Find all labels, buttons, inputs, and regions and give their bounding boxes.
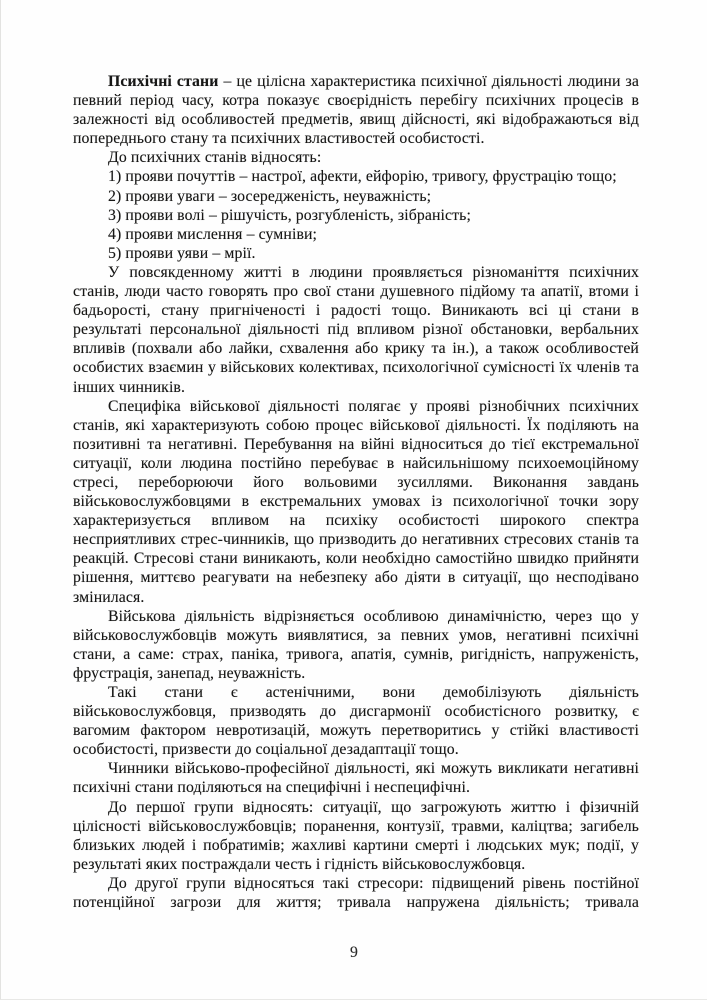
page-number: 9: [350, 944, 358, 961]
paragraph: До другої групи відносяться такі стресори: підвищений рівень постійної потенційної загрози для життя; тривала напружена діяльність; тривала: [73, 874, 639, 912]
paragraph: 2) прояви уваги – зосередженість, неуважність;: [108, 187, 432, 205]
paragraph: Психічні стани – це цілісна характеристика психічної діяльності людини за певний період часу, котра показує своєрідність перебігу психічних процесів в залежності від особливостей предметів, явищ дійсності, які відображаються від попереднього стану та психічних властивостей особистості.: [73, 73, 639, 148]
paragraph: Чинники військово-професійної діяльності, які можуть викликати негативні психічні стани поділяються на специфічні і неспецифічні.: [73, 760, 639, 797]
paragraph: До першої групи відносять: ситуації, що загрожують життю і фізичній цілісності військовослужбовців; поранення, контузії, травми, каліцтва; загибель близьких людей і побратимів; жахливі картини смерті і людських мук; події, у результаті яких постраждали честь і гідність військовослужбовця.: [73, 798, 639, 873]
paragraph: Такі стани є астенічними, вони демобілізують діяльність військовослужбовця, призводять до дисгармонії особистісного розвитку, є вагомим фактором невротизацій, можуть перетворитись у стійкі властивості особистості, призвести до соціальної дезадаптації тощо.: [73, 684, 639, 759]
paragraph: 3) прояви волі – рішучість, розгубленість, зібраність;: [108, 206, 471, 224]
paragraph: 4) прояви мислення – сумніви;: [108, 225, 318, 243]
paragraph: Військова діяльність відрізняється особливою динамічністю, через що у військовослужбовців можуть виявлятися, за певних умов, негативні психічні стани, а саме: страх, паніка, тривога, апатія, сумнів, ригідність, напруженість, фрустрація, занепад, неуважність.: [73, 607, 639, 682]
paragraph: 1) прояви почуттів – настрої, афекти, ейфорію, тривогу, фрустрацію тощо;: [108, 168, 617, 186]
paragraph: 5) прояви уяви – мрії.: [108, 244, 256, 262]
paragraph: До психічних станів відносять:: [108, 149, 322, 167]
document-body: [73, 72, 639, 912]
paragraph: У повсякденному житті в людини проявляється різноманіття психічних станів, люди часто говорять про свої стани душевного підйому та апатії, втоми і бадьорості, стану пригніченості і радості тощо. Виникають всі ці стани в результаті персональної діяльності під впливом різної обстановки, вербальних впливів (похвали або лайки, схвалення або крику та ін.), а також особливостей особистих взаємин у військових колективах, психологічної сумісності їх членів та інших чинників.: [73, 263, 639, 396]
paragraph-lead-bold: Психічні стани: [108, 73, 219, 90]
paragraph: Специфіка військової діяльності полягає у прояві різнобічних психічних станів, які характеризують собою процес військової діяльності. Їх поділяють на позитивні та негативні. Перебування на війні відноситься до тієї екстремальної ситуації, коли людина постійно перебуває в найсильнішому психоемоційному стресі, переборюючи його вольовими зусиллями. Виконання завдань військовослужбовцями в екстремальних умовах із психологічної точки зору характеризується впливом на психіку особистості широкого спектра несприятливих стрес-чинників, що призводить до негативних стресових станів та реакцій. Стресові стани виникають, коли необхідно самостійно швидко прийняти рішення, миттєво реагувати на небезпеку або діяти в ситуації, що несподівано змінилася.: [73, 397, 639, 606]
